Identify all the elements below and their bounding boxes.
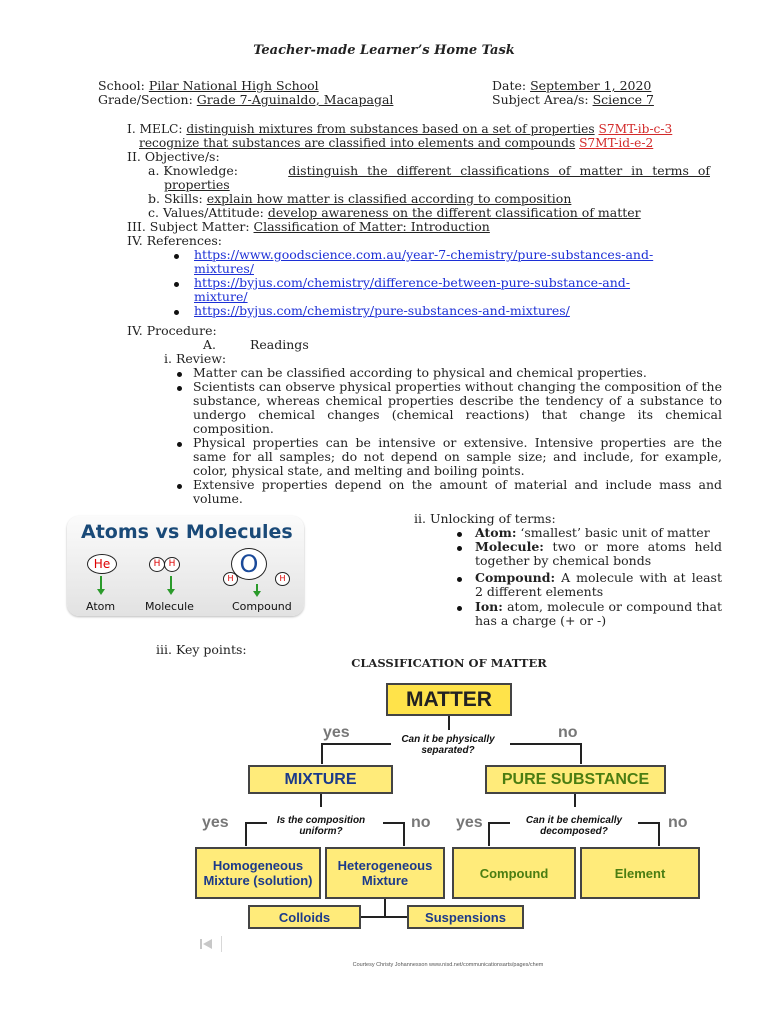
mixture-label: MIXTURE xyxy=(284,770,357,788)
readings-letter: A. xyxy=(203,337,217,352)
term-name: Atom: xyxy=(475,525,517,540)
procedure-label: IV. Procedure: xyxy=(127,323,217,338)
arrow-icon xyxy=(100,576,102,590)
yes-label: yes xyxy=(323,724,350,741)
subject-line xyxy=(492,93,654,107)
atoms-vs-molecules-image xyxy=(67,516,304,616)
date-line xyxy=(492,79,651,93)
melc-code-2: S7MT-id-e-2 xyxy=(579,136,654,150)
compound-label: Compound xyxy=(479,865,549,881)
bullet xyxy=(457,577,462,582)
term-name: Molecule: xyxy=(475,539,544,554)
compound-box xyxy=(452,847,576,899)
diagram-credit: Courtesy Christy Johannesson www.nisd.net/communicationsarts/pages/chem xyxy=(352,962,544,968)
term-molecule xyxy=(475,540,722,568)
term-definition: ‘smallest’ basic unit of matter xyxy=(520,525,710,540)
element-box xyxy=(580,847,700,899)
reference-link-3[interactable]: https://byjus.com/chemistry/pure-substances-and-mixtures/ xyxy=(194,303,570,318)
melc-line-2 xyxy=(139,136,653,150)
term-atom xyxy=(475,526,722,540)
subject-matter-value: Classification of Matter: Introduction xyxy=(253,219,490,234)
arrow-head-icon xyxy=(97,589,105,595)
melc-label: I. MELC: xyxy=(127,122,183,136)
subject-matter-label: III. Subject Matter: xyxy=(127,219,250,234)
he-label: He xyxy=(93,557,111,571)
grade-value: Grade 7-Aguinaldo, Macapagal xyxy=(196,92,394,107)
school-value: Pilar National High School xyxy=(148,78,319,93)
subject-matter-line xyxy=(127,220,490,234)
objectives-label: II. Objective/s: xyxy=(127,149,220,164)
matter-box xyxy=(386,683,512,716)
review-item-2: Scientists can observe physical properties without changing the composition of the substance, whereas chemical properties describe the tendency of a substance to undergo chemical changes (chemical reactions) that change its chemical composition. xyxy=(193,379,722,436)
hydrogen-atom-icon xyxy=(149,557,165,572)
bullet xyxy=(174,310,179,315)
question-composition-uniform: Is the composition uniform? xyxy=(276,815,366,837)
bullet xyxy=(174,282,179,287)
yes-label: yes xyxy=(456,814,483,831)
review-item-1: Matter can be classified according to physical and chemical properties. xyxy=(193,365,647,380)
pure-substance-label: PURE SUBSTANCE xyxy=(501,770,650,788)
date-value: September 1, 2020 xyxy=(530,78,652,93)
term-ion xyxy=(475,600,722,628)
references-label: IV. References: xyxy=(127,233,223,248)
connector-line xyxy=(321,743,323,764)
grade-label: Grade/Section: xyxy=(98,92,193,107)
connector-line xyxy=(448,716,450,730)
hydrogen-atom-icon xyxy=(223,572,238,586)
skills-label: b. Skills: xyxy=(148,191,203,206)
connector-line xyxy=(638,822,660,824)
hydrogen-atom-icon xyxy=(275,572,290,586)
mixture-box xyxy=(248,765,393,794)
term-definition: A molecule with at least 2 different elements xyxy=(475,570,722,599)
bullet xyxy=(177,484,182,489)
heterogeneous-mixture-box xyxy=(325,847,445,899)
reference-link-2[interactable]: https://byjus.com/chemistry/difference-between-pure-substance-and- xyxy=(194,275,631,290)
values-value: develop awareness on the different classification of matter xyxy=(267,205,641,220)
grade-line xyxy=(98,93,393,107)
values-line xyxy=(148,206,641,220)
bullet xyxy=(457,606,462,611)
no-label: no xyxy=(411,814,431,831)
bullet xyxy=(174,254,179,259)
h-label: H xyxy=(168,559,176,569)
bullet xyxy=(457,532,462,537)
connector-line xyxy=(245,822,247,846)
bullet xyxy=(177,386,182,391)
connector-line xyxy=(403,822,405,846)
connector-line xyxy=(658,822,660,846)
homogeneous-label: Homogeneous Mixture (solution) xyxy=(203,858,313,888)
page-title: Teacher-made Learner’s Home Task xyxy=(253,43,515,58)
subject-label: Subject Area/s: xyxy=(492,92,589,107)
school-line xyxy=(98,79,319,93)
values-label: c. Values/Attitude: xyxy=(148,205,264,220)
connector-line xyxy=(320,794,322,807)
term-compound xyxy=(475,571,722,599)
key-points-label: iii. Key points: xyxy=(156,642,247,657)
review-label: i. Review: xyxy=(164,351,227,366)
suspensions-label: Suspensions xyxy=(425,909,506,925)
compound-caption: Compound xyxy=(232,600,292,613)
hydrogen-atom-icon xyxy=(164,557,180,572)
atoms-image-title: Atoms vs Molecules xyxy=(81,521,293,543)
term-name: Compound: xyxy=(475,570,556,585)
reference-link-1-cont[interactable]: mixtures/ xyxy=(194,261,254,276)
yes-label: yes xyxy=(202,814,229,831)
knowledge-value: distinguish the different classifications of matter in terms of xyxy=(288,163,710,178)
term-definition: atom, molecule or compound that has a charge (+ or -) xyxy=(475,599,722,628)
atom-caption: Atom xyxy=(86,600,116,613)
term-definition: two or more atoms held together by chemical bonds xyxy=(475,539,722,568)
arrow-head-icon xyxy=(167,589,175,595)
connector-line xyxy=(321,743,391,745)
connector-line xyxy=(574,794,576,807)
school-label: School: xyxy=(98,78,145,93)
heterogeneous-label: Heterogeneous Mixture xyxy=(337,858,433,888)
colloids-box xyxy=(248,905,361,929)
arrow-head-icon xyxy=(253,591,261,597)
connector-line xyxy=(384,899,386,917)
question-physically-separated: Can it be physically separated? xyxy=(401,734,495,756)
no-label: no xyxy=(668,814,688,831)
suspensions-box xyxy=(407,905,524,929)
element-label: Element xyxy=(614,865,666,881)
melc-line-1 xyxy=(127,122,672,136)
o-label: O xyxy=(239,550,259,578)
term-name: Ion: xyxy=(475,599,503,614)
knowledge-value-cont: properties xyxy=(164,177,230,192)
bullet xyxy=(457,546,462,551)
date-label: Date: xyxy=(492,78,527,93)
arrow-icon xyxy=(170,576,172,590)
skills-value: explain how matter is classified according to composition xyxy=(206,191,572,206)
connector-line xyxy=(361,916,407,918)
connector-line xyxy=(510,743,582,745)
no-label: no xyxy=(558,724,578,741)
homogeneous-mixture-box xyxy=(195,847,321,899)
melc-item-1: distinguish mixtures from substances based on a set of properties xyxy=(186,122,595,136)
matter-label: MATTER xyxy=(406,687,492,711)
player-back-icon xyxy=(198,936,224,952)
reference-link-2-cont[interactable]: mixture/ xyxy=(194,289,248,304)
connector-line xyxy=(580,743,582,764)
melc-code-1: S7MT-ib-c-3 xyxy=(598,122,673,136)
connector-line xyxy=(488,822,510,824)
subject-value: Science 7 xyxy=(592,92,654,107)
pure-substance-box xyxy=(485,765,666,794)
connector-line xyxy=(488,822,490,846)
review-item-3: Physical properties can be intensive or extensive. Intensive properties are the same for all samples; do not depend on sample size; and include, for example, color, physical state, and melting and boiling points. xyxy=(193,435,722,478)
melc-item-2: recognize that substances are classified into elements and compounds xyxy=(139,136,576,150)
h-label: H xyxy=(153,559,161,569)
bullet xyxy=(177,372,182,377)
bullet xyxy=(177,442,182,447)
connector-line xyxy=(383,822,405,824)
question-chemically-decomposed: Can it be chemically decomposed? xyxy=(525,815,623,837)
helium-atom-icon xyxy=(87,554,117,574)
readings-label: Readings xyxy=(250,337,309,352)
colloids-label: Colloids xyxy=(278,909,331,925)
molecule-caption: Molecule xyxy=(145,600,194,613)
diagram-heading: CLASSIFICATION OF MATTER xyxy=(351,656,547,670)
skills-line xyxy=(148,192,571,206)
reference-link-1[interactable]: https://www.goodscience.com.au/year-7-chemistry/pure-substances-and- xyxy=(194,247,654,262)
knowledge-line xyxy=(148,164,710,178)
h-label: H xyxy=(279,574,286,583)
h-label: H xyxy=(227,574,234,583)
unlocking-label: ii. Unlocking of terms: xyxy=(414,511,556,526)
review-item-4: Extensive properties depend on the amount of material and include mass and volume. xyxy=(193,477,722,506)
knowledge-label: a. Knowledge: xyxy=(148,163,239,178)
